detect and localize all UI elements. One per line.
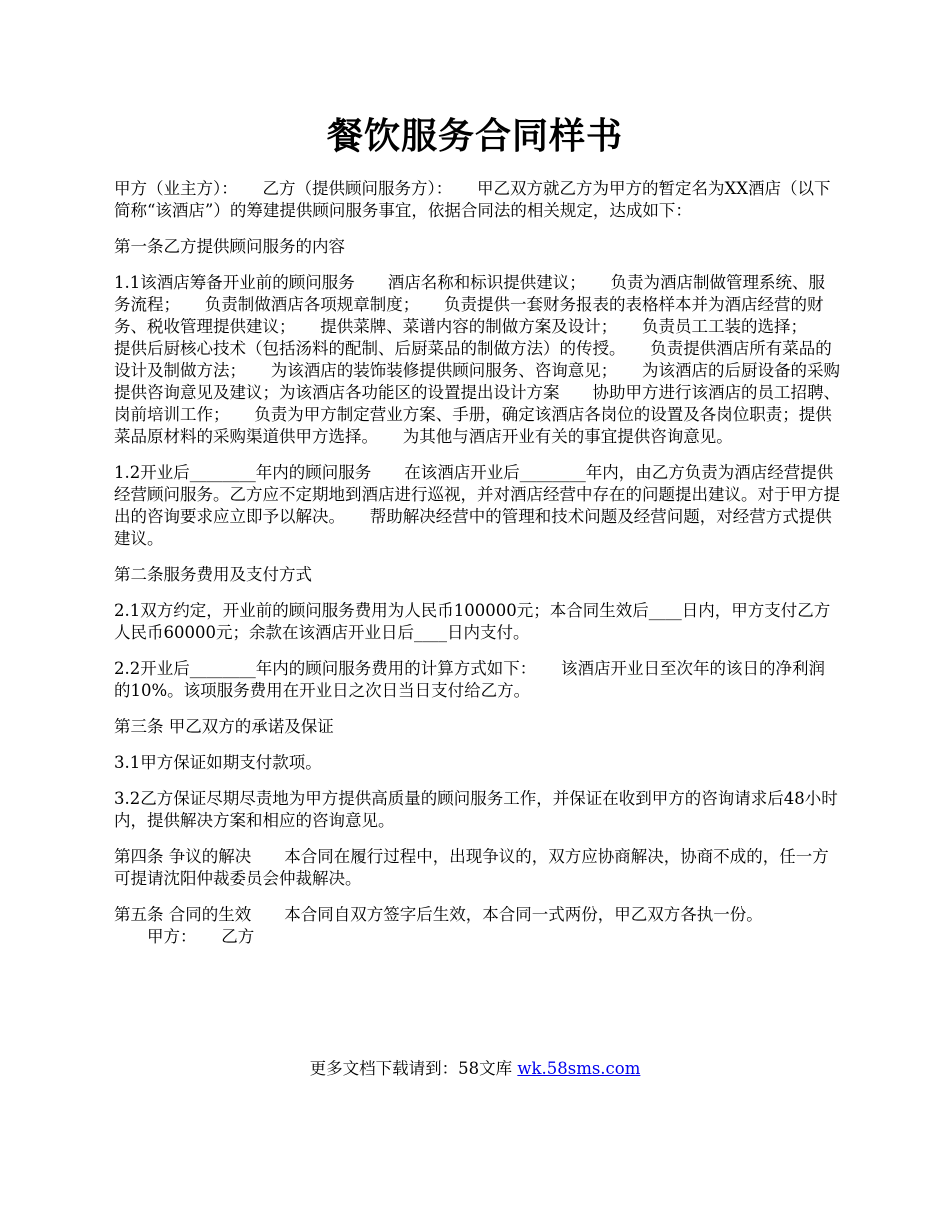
footer-link[interactable]: wk.58sms.com <box>517 1059 641 1078</box>
clause-2-2: 2.2开业后________年内的顾问服务费用的计算方式如下： 该酒店开业日至次年的该日的净利润的10%。该项服务费用在开业日之次日当日支付给乙方。 <box>114 659 825 700</box>
signature-line: 甲方： 乙方 <box>114 927 255 946</box>
clause-1-1: 1.1该酒店筹备开业前的顾问服务 酒店名称和标识提供建议； 负责为酒店制做管理系统、服务流程； 负责制做酒店各项规章制度； 负责提供一套财务报表的表格样本并为酒店经营的财务、税收管理提供建议； 提供菜牌、菜谱内容的制做方案及设计； 负责员工工装的选择； 提供后厨核心技术（包括汤料的配制、后厨菜品的制做方法）的传授。 负责提供酒店所有菜品的设计及制做方法； 为该酒店的装饰装修提供顾问服务、咨询意见； 为该酒店的后厨设备的采购提供咨询意见及建议；为该酒店各功能区的设置提出设计方案 协助甲方进行该酒店的员工招聘、岗前培训工作； 负责为甲方制定营业方案、手册，确定该酒店各岗位的设置及各岗位职责；提供菜品原材料的采购渠道供甲方选择。 为其他与酒店开业有关的事宜提供咨询意见。 <box>114 273 840 446</box>
clause-2-1: 2.1双方约定，开业前的顾问服务费用为人民币100000元；本合同生效后____日内，甲方支付乙方人民币60000元；余款在该酒店开业日后____日内支付。 <box>114 601 831 642</box>
clause-3-1: 3.1甲方保证如期支付款项。 <box>114 753 322 772</box>
section-heading-1: 第一条乙方提供顾问服务的内容 <box>114 237 345 256</box>
clause-1-2: 1.2开业后________年内的顾问服务 在该酒店开业后________年内，由乙方负责为酒店经营提供经营顾问服务。乙方应不定期地到酒店进行巡视，并对酒店经营中存在的问题提出建议。对于甲方提出的咨询要求应立即予以解决。 帮助解决经营中的管理和技术问题及经营问题，对经营方式提供建议。 <box>114 463 840 548</box>
section-4-dispute: 第四条 争议的解决 本合同在履行过程中，出现争议的，双方应协商解决，协商不成的，任一方可提请沈阳仲裁委员会仲裁解决。 <box>114 847 829 888</box>
document-body <box>114 178 840 948</box>
footer-text: 更多文档下载请到：58文库 <box>309 1059 518 1078</box>
document-title: 餐饮服务合同样书 <box>326 115 623 157</box>
paragraph-intro: 甲方（业主方）： 乙方（提供顾问服务方）： 甲乙双方就乙方为甲方的暂定名为XX酒店（以下简称“该酒店”）的筹建提供顾问服务事宜，依据合同法的相关规定，达成如下： <box>114 179 831 220</box>
footer <box>0 1058 950 1080</box>
section-5-effect: 第五条 合同的生效 本合同自双方签字后生效，本合同一式两份，甲乙双方各执一份。 <box>114 905 763 924</box>
clause-3-2: 3.2乙方保证尽期尽责地为甲方提供高质量的顾问服务工作，并保证在收到甲方的咨询请求后48小时内，提供解决方案和相应的咨询意见。 <box>114 789 838 830</box>
section-heading-2: 第二条服务费用及支付方式 <box>114 565 312 584</box>
section-heading-3: 第三条 甲乙双方的承诺及保证 <box>114 717 334 736</box>
